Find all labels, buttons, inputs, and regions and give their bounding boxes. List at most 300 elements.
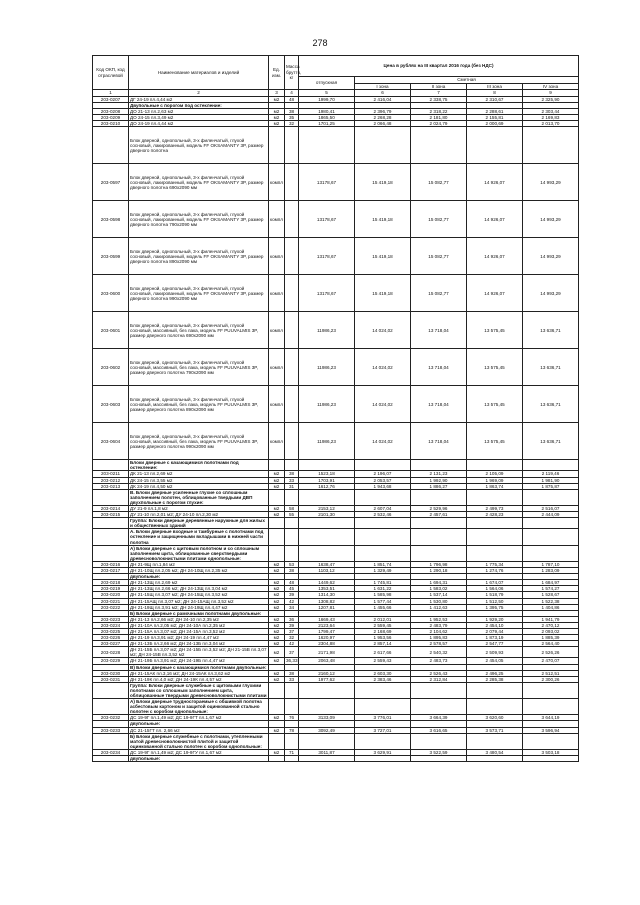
table-row bbox=[93, 386, 579, 423]
cell-mass bbox=[285, 201, 299, 238]
cell-unit: м2 bbox=[269, 580, 285, 586]
cell-price-release: 13178,67 bbox=[299, 238, 355, 275]
cell-empty bbox=[523, 682, 579, 698]
cell-price-release: 1669,43 bbox=[299, 616, 355, 622]
cell-price-zone-1: 14 024,02 bbox=[355, 386, 411, 423]
cell-price-zone-3: 13 575,45 bbox=[467, 312, 523, 349]
cell-price-zone-1: 14 024,02 bbox=[355, 349, 411, 386]
cell-empty bbox=[269, 699, 285, 715]
cell-code: 203-0211 bbox=[93, 471, 129, 477]
cell-unit: м2 bbox=[269, 96, 285, 102]
cell-price-zone-2: 2 181,80 bbox=[411, 115, 467, 121]
cell-price-release: 1314,30 bbox=[299, 592, 355, 598]
cell-price-zone-4: 14 993,29 bbox=[523, 238, 579, 275]
cell-empty bbox=[285, 489, 299, 505]
cell-mass: 31 bbox=[285, 483, 299, 489]
cell-empty bbox=[523, 518, 579, 529]
cell-price-zone-4: 1 404,86 bbox=[523, 604, 579, 610]
col-number: 1 bbox=[93, 90, 129, 97]
cell-price-zone-4: 1 684,97 bbox=[523, 580, 579, 586]
cell-price-zone-4: 2 564,40 bbox=[523, 641, 579, 647]
cell-name: ДН 21-13Щ пл.2,66 м2; ДН 24-13Щ пл.3,04 м2 bbox=[129, 586, 269, 592]
cell-mass bbox=[285, 164, 299, 201]
cell-name: ДН 21-13 пл.2,66 м2; ДН 24-10 пл.2,35 м2 bbox=[129, 616, 269, 622]
cell-price-zone-1: 1 851,74 bbox=[355, 561, 411, 567]
cell-price-zone-3: 2 079,44 bbox=[467, 628, 523, 634]
cell-code: 203-0597 bbox=[93, 164, 129, 201]
cell-code: 203-0234 bbox=[93, 749, 129, 755]
cell-name: ДН 21-15Щ пл.3,07 м2; ДН 24-15Щ пл.3,52 м2 bbox=[129, 592, 269, 598]
cell-empty bbox=[269, 733, 285, 749]
cell-unit: м2 bbox=[269, 586, 285, 592]
cell-mass: 55 bbox=[285, 512, 299, 518]
cell-price-release: 2063,48 bbox=[299, 658, 355, 664]
cell-code bbox=[93, 489, 129, 505]
cell-unit: м2 bbox=[269, 715, 285, 721]
cell-price-zone-1: 3 727,01 bbox=[355, 727, 411, 733]
cell-empty bbox=[285, 529, 299, 545]
cell-price-zone-4: 2 526,26 bbox=[523, 647, 579, 658]
cell-price-release: 3133,09 bbox=[299, 715, 355, 721]
cell-price-zone-2: 2 483,79 bbox=[411, 622, 467, 628]
cell-unit: компл bbox=[269, 164, 285, 201]
cell-mass: 71 bbox=[285, 749, 299, 755]
cell-empty bbox=[299, 529, 355, 545]
cell-unit: м2 bbox=[269, 477, 285, 483]
cell-code bbox=[93, 518, 129, 529]
cell-empty bbox=[269, 518, 285, 529]
cell-price-zone-3: 3 620,60 bbox=[467, 715, 523, 721]
cell-price-zone-4: 2 444,09 bbox=[523, 512, 579, 518]
cell-empty bbox=[299, 545, 355, 561]
cell-price-zone-3: 1 274,76 bbox=[467, 568, 523, 574]
cell-name: ДН 21-19 пл.3,91 м2; ДН 24-19 пл.4,47 м2 bbox=[129, 635, 269, 641]
cell-price-release: 1865,50 bbox=[299, 115, 355, 121]
cell-price-release: 2171,98 bbox=[299, 647, 355, 658]
cell-code: 203-0210 bbox=[93, 121, 129, 127]
cell-unit: м2 bbox=[269, 635, 285, 641]
cell-name: ДО 24-15 пл.3,49 м2 bbox=[129, 115, 269, 121]
cell-price-release: 1207,81 bbox=[299, 604, 355, 610]
cell-unit: м2 bbox=[269, 749, 285, 755]
cell-price-zone-2: 1 886,27 bbox=[411, 483, 467, 489]
cell-code: 203-0230 bbox=[93, 670, 129, 676]
table-row bbox=[93, 164, 579, 201]
cell-mass bbox=[285, 349, 299, 386]
cell-price-zone-3: 1 969,09 bbox=[467, 477, 523, 483]
table-body bbox=[93, 96, 579, 761]
cell-empty bbox=[269, 529, 285, 545]
cell-price-zone-1: 15 419,18 bbox=[355, 164, 411, 201]
cell-empty bbox=[355, 529, 411, 545]
cell-name: ДУ 21-9 пл.1,8 м2 bbox=[129, 506, 269, 512]
cell-empty bbox=[467, 460, 523, 471]
table-row bbox=[93, 423, 579, 460]
cell-section-title: двупольные: bbox=[129, 756, 269, 762]
cell-empty bbox=[355, 733, 411, 749]
table-header bbox=[93, 56, 579, 97]
cell-price-zone-3: 14 926,07 bbox=[467, 164, 523, 201]
cell-price-zone-3: 1 564,06 bbox=[467, 586, 523, 592]
cell-price-zone-2: 2 540,32 bbox=[411, 647, 467, 658]
cell-code: 203-0208 bbox=[93, 108, 129, 114]
cell-price-zone-1: 2 396,79 bbox=[355, 108, 411, 114]
cell-mass: 35 bbox=[285, 115, 299, 121]
cell-price-zone-4: 2 470,07 bbox=[523, 658, 579, 664]
cell-mass: 33 bbox=[285, 477, 299, 483]
cell-price-zone-3: 2 509,93 bbox=[467, 647, 523, 658]
cell-empty bbox=[355, 460, 411, 471]
cell-price-zone-3: 13 575,45 bbox=[467, 423, 523, 460]
cell-section-title: В. Блоки дверные усиленные глухие со сплошным заполнением полотен, облицованные твердыми ДВП двухпольные с порогом глухие: bbox=[129, 489, 269, 505]
cell-empty bbox=[411, 756, 467, 762]
cell-unit: м2 bbox=[269, 121, 285, 127]
cell-price-zone-3: 1 873,19 bbox=[467, 635, 523, 641]
cell-price-zone-3: 2 428,23 bbox=[467, 512, 523, 518]
cell-price-release: 2304,88 bbox=[299, 641, 355, 647]
cell-empty bbox=[467, 699, 523, 715]
cell-name: ДН 21-13Щ пл.2,69 м2 bbox=[129, 580, 269, 586]
cell-name: ДН 21-10А пл.2,05 м2; ДН 24-10А пл.2,35 м2 bbox=[129, 622, 269, 628]
cell-empty bbox=[411, 733, 467, 749]
cell-unit: м2 bbox=[269, 628, 285, 634]
cell-code: 203-0227 bbox=[93, 641, 129, 647]
cell-price-zone-4: 1 885,39 bbox=[523, 635, 579, 641]
cell-empty bbox=[285, 545, 299, 561]
cell-price-zone-1: 3 629,91 bbox=[355, 749, 411, 755]
cell-empty bbox=[467, 733, 523, 749]
cell-price-zone-2: 2 318,22 bbox=[411, 108, 467, 114]
cell-price-zone-2: 3 522,59 bbox=[411, 749, 467, 755]
cell-price-zone-1: 2 559,43 bbox=[355, 658, 411, 664]
cell-price-zone-2: 2 529,96 bbox=[411, 506, 467, 512]
cell-unit: компл bbox=[269, 423, 285, 460]
cell-name: ДН 21-13Б пл.2,66 м2; ДН 24-13Б пл.3,04 м2 bbox=[129, 641, 269, 647]
cell-price-release: 1980,41 bbox=[299, 108, 355, 114]
cell-code: 203-0222 bbox=[93, 604, 129, 610]
cell-name: Блок дверной, однопольный, 3-х филенчатый, глухой сосновый, лакированный, модель FF OKSAMANTY 3P, размер дверного полотна 690х2090 мм bbox=[129, 164, 269, 201]
cell-price-zone-2: 3 664,39 bbox=[411, 715, 467, 721]
cell-empty bbox=[467, 682, 523, 698]
cell-mass: 76 bbox=[285, 715, 299, 721]
table-section-row bbox=[93, 460, 579, 471]
cell-price-zone-1: 2 607,04 bbox=[355, 506, 411, 512]
cell-price-zone-2: 13 718,04 bbox=[411, 312, 467, 349]
cell-price-release: 2123,64 bbox=[299, 622, 355, 628]
cell-unit: компл bbox=[269, 275, 285, 312]
cell-price-zone-1: 2 603,30 bbox=[355, 670, 411, 676]
cell-empty bbox=[523, 529, 579, 545]
table-section-row bbox=[93, 756, 579, 762]
cell-price-zone-3: 1 395,75 bbox=[467, 604, 523, 610]
cell-unit: м2 bbox=[269, 727, 285, 733]
cell-section-title: Блоки дверные с качающимися полотнами под остекление: bbox=[129, 460, 269, 471]
cell-price-zone-4: 2 013,70 bbox=[523, 121, 579, 127]
cell-price-release: 1523,18 bbox=[299, 471, 355, 477]
cell-code: 203-0214 bbox=[93, 506, 129, 512]
cell-mass: 32 bbox=[285, 121, 299, 127]
cell-code bbox=[93, 460, 129, 471]
table-section-row bbox=[93, 529, 579, 545]
header-zone-2: II зона bbox=[411, 83, 467, 90]
cell-price-release: 11986,23 bbox=[299, 312, 355, 349]
cell-price-zone-2: 15 082,77 bbox=[411, 164, 467, 201]
cell-price-zone-1: 1 585,98 bbox=[355, 592, 411, 598]
cell-empty bbox=[523, 545, 579, 561]
cell-empty bbox=[411, 489, 467, 505]
cell-mass: 38 bbox=[285, 670, 299, 676]
cell-name: ДН 21-15Б пл.3,07 м2; ДН 24-15Б пл.3,52 м2; ДН 21-15В пл.3,07 м2; ДН 24-15В пл.3,52 м2 bbox=[130, 647, 267, 658]
cell-price-zone-3: 1 674,07 bbox=[467, 580, 523, 586]
cell-empty bbox=[355, 682, 411, 698]
cell-mass: 38 bbox=[285, 471, 299, 477]
cell-code: 203-0232 bbox=[93, 715, 129, 721]
cell-price-release: 1703,91 bbox=[299, 477, 355, 483]
cell-code: 203-0218 bbox=[93, 580, 129, 586]
cell-price-release: 13178,67 bbox=[299, 201, 355, 238]
cell-price-zone-3 bbox=[467, 127, 523, 164]
cell-price-zone-2: 2 526,43 bbox=[411, 670, 467, 676]
cell-name: ДК 24-15 пл.3,55 м2 bbox=[129, 477, 269, 483]
cell-section-title: А. Блоки дверные входные и тамбурные с полотнами под остекление и защищенными вкладышами в нижней части полотна bbox=[129, 529, 269, 545]
cell-price-zone-2: 1 290,18 bbox=[411, 568, 467, 574]
cell-code: 203-0601 bbox=[93, 312, 129, 349]
cell-price-release: 1638,47 bbox=[299, 561, 355, 567]
cell-price-zone-3: 2 499,73 bbox=[467, 506, 523, 512]
cell-unit: компл bbox=[269, 238, 285, 275]
cell-price-zone-1: 2 066,48 bbox=[355, 121, 411, 127]
header-name: Наименование материалов и изделий bbox=[129, 56, 269, 90]
cell-code bbox=[93, 733, 129, 749]
table-row bbox=[93, 647, 579, 658]
cell-empty bbox=[411, 682, 467, 698]
header-estimate: Сметная bbox=[355, 77, 579, 84]
cell-code: 203-0217 bbox=[93, 568, 129, 574]
col-number: 3 bbox=[269, 90, 285, 97]
cell-empty bbox=[467, 545, 523, 561]
cell-unit: м2 bbox=[269, 483, 285, 489]
cell-price-release: 1308,82 bbox=[299, 598, 355, 604]
cell-empty bbox=[299, 699, 355, 715]
cell-code: 203-0224 bbox=[93, 622, 129, 628]
cell-unit: м2 bbox=[269, 604, 285, 610]
cell-unit: м2 bbox=[269, 670, 285, 676]
cell-section-title: Группа: Блоки дверные деревянные наружные для жилых и общественных зданий bbox=[129, 518, 269, 529]
cell-unit: м2 bbox=[269, 568, 285, 574]
header-mass: Масса брутто, кг bbox=[285, 56, 299, 90]
cell-price-zone-1: 15 419,18 bbox=[355, 238, 411, 275]
cell-price-zone-2: 2 104,62 bbox=[411, 628, 467, 634]
cell-price-zone-4: 2 516,07 bbox=[523, 506, 579, 512]
cell-price-release: 2153,12 bbox=[299, 506, 355, 512]
cell-code: 203-0602 bbox=[93, 349, 129, 386]
table-row bbox=[93, 349, 579, 386]
cell-price-zone-3: 14 926,07 bbox=[467, 238, 523, 275]
cell-mass: 38 bbox=[285, 568, 299, 574]
cell-code: 203-0209 bbox=[93, 115, 129, 121]
cell-price-zone-2: 15 082,77 bbox=[411, 201, 467, 238]
cell-unit: компл bbox=[269, 349, 285, 386]
cell-price-zone-3: 2 310,67 bbox=[467, 96, 523, 102]
cell-empty bbox=[523, 699, 579, 715]
cell-price-zone-4: 14 993,29 bbox=[523, 201, 579, 238]
cell-mass: 58 bbox=[285, 506, 299, 512]
cell-code: 203-0599 bbox=[93, 238, 129, 275]
cell-price-zone-1: 1 455,66 bbox=[355, 604, 411, 610]
cell-name: ДС 19-9Г пл.1,49 м2; ДС 19-9ГУ пл.1,67 м2 bbox=[129, 749, 269, 755]
header-code: Код ОКП, код отраслевой bbox=[93, 56, 129, 90]
cell-section-title: двупольные: bbox=[129, 574, 269, 580]
cell-code: 203-0603 bbox=[93, 386, 129, 423]
cell-name: ДС 21-15ГТ пл. 2,66 м2 bbox=[129, 727, 269, 733]
cell-price-zone-1: 2 053,57 bbox=[355, 477, 411, 483]
cell-code: 203-0600 bbox=[93, 275, 129, 312]
col-number: 9 bbox=[523, 90, 579, 97]
price-table bbox=[92, 55, 579, 762]
table-section-row bbox=[93, 489, 579, 505]
cell-empty bbox=[523, 489, 579, 505]
cell-code: 203-0226 bbox=[93, 635, 129, 641]
cell-price-zone-3: 2 288,61 bbox=[467, 108, 523, 114]
col-number: 7 bbox=[411, 90, 467, 97]
cell-unit: компл bbox=[269, 386, 285, 423]
cell-price-zone-4: 1 875,87 bbox=[523, 483, 579, 489]
cell-section-title: В) Блоки дверные с качающимися полотнами двупольные: bbox=[129, 664, 269, 670]
cell-empty bbox=[411, 699, 467, 715]
cell-name: Блок дверной, однопольный, 3-х филенчатый, глухой сосновый, массивный, без лака, модель FF PUUVALMIS 3P, размер дверного полотна 890х2090 мм bbox=[129, 386, 269, 423]
cell-code: 203-0207 bbox=[93, 96, 129, 102]
cell-section-title: Двупольные с порогом под остекление: bbox=[129, 102, 269, 108]
cell-empty bbox=[355, 545, 411, 561]
cell-price-zone-2: 1 537,14 bbox=[411, 592, 467, 598]
cell-price-zone-1: 1 577,44 bbox=[355, 598, 411, 604]
cell-name: ДН 21-19К пл.4,0 м2; ДН 24-19К пл.4,57 м2 bbox=[129, 676, 269, 682]
cell-price-zone-3: 1 512,50 bbox=[467, 598, 523, 604]
cell-name: Блок дверной, однопольный, 3-х филенчатый, глухой сосновый, массивный, без лака, модель FF PUUVALMIS 3P, размер дверного полотна 990х2090 мм bbox=[129, 423, 269, 460]
cell-price-zone-4: 1 528,67 bbox=[523, 592, 579, 598]
cell-price-release: 13178,67 bbox=[299, 275, 355, 312]
cell-price-zone-1: 3 776,01 bbox=[355, 715, 411, 721]
cell-price-release: 3011,87 bbox=[299, 749, 355, 755]
cell-price-zone-3: 2 155,81 bbox=[467, 115, 523, 121]
col-number: 4 bbox=[285, 90, 299, 97]
cell-empty bbox=[285, 733, 299, 749]
table-row bbox=[93, 238, 579, 275]
cell-unit: м2 bbox=[269, 506, 285, 512]
cell-price-zone-2: 1 895,83 bbox=[411, 635, 467, 641]
cell-name: ДГ 24-19 пл.4,44 м2 bbox=[129, 96, 269, 102]
cell-price-zone-3: 3 573,71 bbox=[467, 727, 523, 733]
cell-section-title: Б) Блоки дверные служебные с полотнами, утепленными матой древесноволокнистой плитой и защитой оцинкованной стально полотен с коробом однопольные: bbox=[129, 733, 269, 749]
cell-price-zone-4: 1 574,27 bbox=[523, 586, 579, 592]
cell-name: Блок дверной, однопольный, 3-х филенчатый, глухой сосновый, лакированный, модель FF OKSAMANTY 3P, размер дверного полотна bbox=[129, 127, 269, 164]
cell-price-zone-3: 13 575,45 bbox=[467, 349, 523, 386]
cell-empty bbox=[523, 756, 579, 762]
cell-name: ДУ 21-10 пл.2,01 м2; ДУ 24-10 пл.2,30 м2 bbox=[129, 512, 269, 518]
cell-price-zone-2: 1 796,98 bbox=[411, 561, 467, 567]
cell-empty bbox=[355, 489, 411, 505]
cell-mass: 39 bbox=[285, 592, 299, 598]
cell-empty bbox=[285, 518, 299, 529]
table-row bbox=[93, 127, 579, 164]
cell-unit: м2 bbox=[269, 471, 285, 477]
cell-empty bbox=[411, 518, 467, 529]
cell-price-release bbox=[299, 127, 355, 164]
cell-code bbox=[93, 756, 129, 762]
cell-code: 203-0216 bbox=[93, 561, 129, 567]
cell-price-zone-4: 1 787,10 bbox=[523, 561, 579, 567]
cell-code: 203-0221 bbox=[93, 598, 129, 604]
cell-mass: 38 bbox=[285, 108, 299, 114]
cell-price-zone-3: 2 454,10 bbox=[467, 622, 523, 628]
cell-code bbox=[93, 699, 129, 715]
cell-code: 203-0228 bbox=[93, 647, 129, 658]
cell-price-zone-2 bbox=[411, 127, 467, 164]
cell-price-zone-1: 2 857,14 bbox=[355, 641, 411, 647]
cell-name: ДН 21-19Щ пл.3,91 м2; ДН 24-19Щ пл.4,47 м2 bbox=[129, 604, 269, 610]
cell-code: 203-0231 bbox=[93, 676, 129, 682]
cell-price-release: 2101,30 bbox=[299, 512, 355, 518]
table-section-row bbox=[93, 682, 579, 698]
cell-price-zone-2: 2 131,23 bbox=[411, 471, 467, 477]
cell-price-zone-3: 2 285,38 bbox=[467, 676, 523, 682]
cell-name: ДН 21-19Б пл.3,91 м2; ДН 24-19Б пл.4,47 м2 bbox=[129, 658, 269, 664]
table-section-row bbox=[93, 545, 579, 561]
cell-unit: м2 bbox=[269, 641, 285, 647]
cell-price-zone-4: 2 325,90 bbox=[523, 96, 579, 102]
cell-price-zone-4: 13 636,71 bbox=[523, 349, 579, 386]
cell-unit: м2 bbox=[269, 512, 285, 518]
cell-price-release: 1999,70 bbox=[299, 96, 355, 102]
cell-mass: 48 bbox=[285, 96, 299, 102]
cell-price-zone-1: 2 012,01 bbox=[355, 616, 411, 622]
cell-code bbox=[93, 529, 129, 545]
cell-mass: 36 bbox=[285, 616, 299, 622]
table-section-row bbox=[93, 699, 579, 715]
cell-price-zone-4: 3 503,18 bbox=[523, 749, 579, 755]
cell-mass: 34 bbox=[285, 604, 299, 610]
cell-unit: м2 bbox=[269, 115, 285, 121]
cell-unit: компл bbox=[269, 312, 285, 349]
cell-price-zone-1: 2 559,45 bbox=[355, 622, 411, 628]
cell-mass bbox=[285, 127, 299, 164]
cell-price-zone-4: 1 981,90 bbox=[523, 477, 579, 483]
cell-empty bbox=[299, 733, 355, 749]
col-number: 5 bbox=[299, 90, 355, 97]
cell-code: 203-0598 bbox=[93, 201, 129, 238]
cell-name: Блок дверной, однопольный, 3-х филенчатый, глухой сосновый, лакированный, модель FF OKSAMANTY 3P, размер дверного полотна 790х2090 мм bbox=[129, 201, 269, 238]
cell-code: 203-0220 bbox=[93, 592, 129, 598]
cell-name: ДН 21-15А пл.3,07 м2; ДН 24-15А пл.3,52 м2 bbox=[129, 628, 269, 634]
cell-code: 203-0213 bbox=[93, 483, 129, 489]
cell-price-zone-4: 1 522,38 bbox=[523, 598, 579, 604]
cell-price-zone-2: 13 718,04 bbox=[411, 423, 467, 460]
cell-code: 203-0215 bbox=[93, 512, 129, 518]
cell-price-zone-2: 2 578,57 bbox=[411, 641, 467, 647]
cell-price-release: 1977,62 bbox=[299, 676, 355, 682]
cell-unit: м2 bbox=[269, 598, 285, 604]
cell-code: 203-0219 bbox=[93, 586, 129, 592]
cell-price-zone-3: 2 547,77 bbox=[467, 641, 523, 647]
cell-mass bbox=[285, 312, 299, 349]
cell-price-release: 1103,12 bbox=[299, 568, 355, 574]
cell-empty bbox=[269, 682, 285, 698]
cell-empty bbox=[269, 460, 285, 471]
cell-price-zone-3: 14 926,07 bbox=[467, 275, 523, 312]
cell-name: ДН 21-10Щ пл.2,05 м2; ДН 24-10Щ пл.2,35 м2 bbox=[129, 568, 269, 574]
cell-price-zone-2: 13 718,04 bbox=[411, 386, 467, 423]
cell-empty bbox=[299, 756, 355, 762]
